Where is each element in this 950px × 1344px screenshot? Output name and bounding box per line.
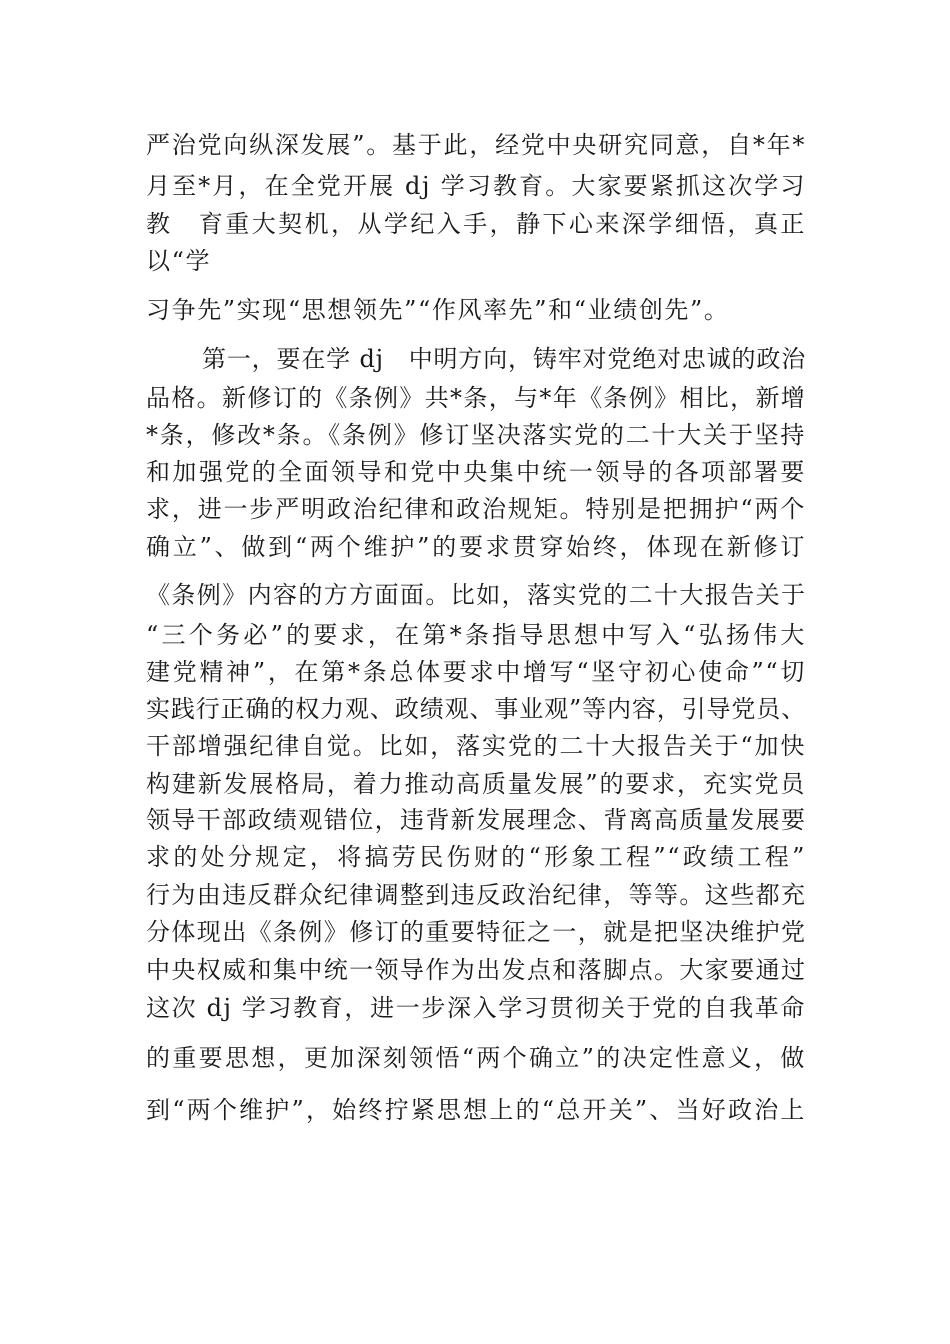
text-line: 《条例》内容的方方面面。比如，落实党的二十大报告关于 bbox=[146, 581, 807, 609]
text-line: *条，修改*条。《条例》修订坚决落实党的二十大关于坚持 bbox=[146, 421, 806, 449]
text-line: 和加强党的全面领导和党中央集中统一领导的各项部署要 bbox=[146, 458, 806, 486]
text-line: 分体现出《条例》修订的重要特征之一，就是把坚决维护党 bbox=[146, 918, 807, 946]
text-line: 领导干部政绩观错位，违背新发展理念、背离高质量发展要 bbox=[146, 806, 807, 834]
text-line: “三个务必”的要求，在第*条指导思想中写入“弘扬伟大 bbox=[146, 621, 806, 649]
text-line: 严治党向纵深发展”。基于此，经党中央研究同意，自*年* bbox=[146, 131, 806, 159]
text-line: 品格。新修订的《条例》共*条，与*年《条例》相比，新增 bbox=[146, 384, 806, 412]
text-line: 行为由违反群众纪律调整到违反政治纪律，等等。这些都充 bbox=[146, 881, 807, 909]
paragraph-first-line: 第一，要在学 dj 中明方向，铸牢对党绝对忠诚的政治 bbox=[202, 345, 806, 373]
text-line: 确立”、做到“两个维护”的要求贯穿始终，体现在新修订 bbox=[146, 533, 806, 561]
text-line: 求，进一步严明政治纪律和政治规矩。特别是把拥护“两个 bbox=[146, 495, 806, 523]
text-line: 月至*月，在全党开展 dj 学习教育。大家要紧抓这次学习 bbox=[146, 172, 806, 200]
text-line: 以“学 bbox=[146, 247, 212, 275]
text-line: 建党精神”，在第*条总体要求中增写“坚守初心使命”“切 bbox=[146, 658, 806, 686]
text-line: 教 育重大契机，从学纪入手，静下心来深学细悟，真正 bbox=[146, 210, 806, 238]
text-line: 干部增强纪律自觉。比如，落实党的二十大报告关于“加快 bbox=[146, 732, 806, 760]
text-line: 构建新发展格局，着力推动高质量发展”的要求，充实党员 bbox=[146, 770, 806, 798]
text-line: 实践行正确的权力观、政绩观、事业观”等内容，引导党员、 bbox=[146, 695, 806, 723]
text-line: 求的处分规定，将搞劳民伤财的“形象工程”“政绩工程” bbox=[146, 843, 806, 871]
text-line: 中央权威和集中统一领导作为出发点和落脚点。大家要通过 bbox=[146, 956, 807, 984]
text-line: 的重要思想，更加深刻领悟“两个确立”的决定性意义，做 bbox=[146, 1044, 806, 1072]
text-line: 这次 dj 学习教育，进一步深入学习贯彻关于党的自我革命 bbox=[146, 994, 806, 1022]
text-line: 到“两个维护”，始终拧紧思想上的“总开关”、当好政治上 bbox=[146, 1096, 806, 1124]
text-line: 习争先”实现“思想领先”“作风率先”和“业绩创先”。 bbox=[146, 296, 730, 324]
